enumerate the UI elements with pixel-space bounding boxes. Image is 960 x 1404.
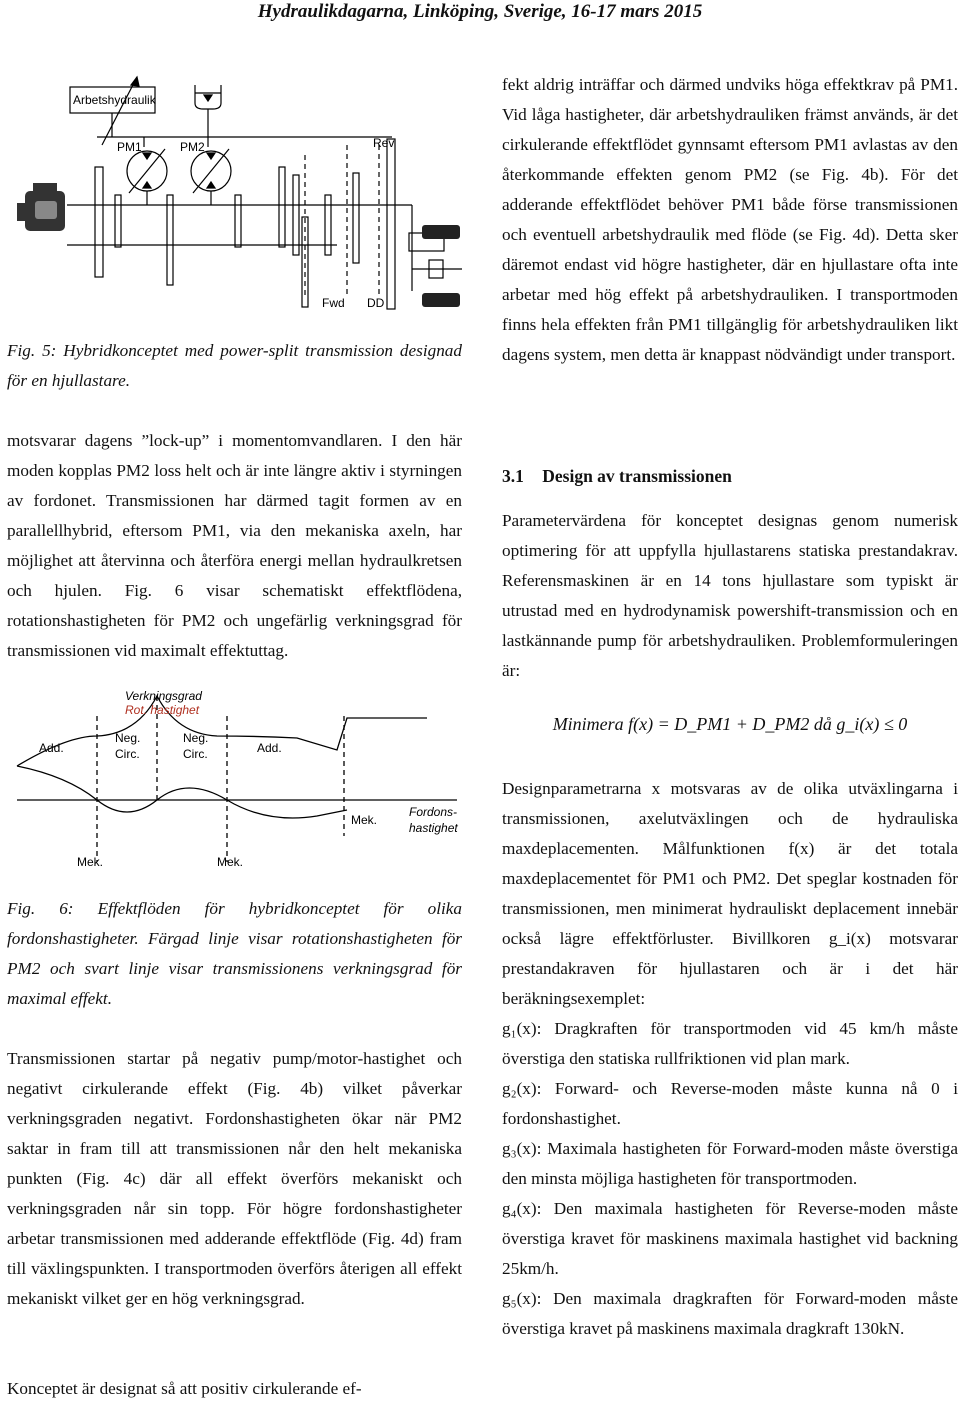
label-add-left: Add. xyxy=(39,741,64,755)
optimization-equation: Minimera f(x) = D_PM1 + D_PM2 då g_i(x) ≤ 0 xyxy=(552,714,908,734)
label-add-right: Add. xyxy=(257,741,282,755)
figure-6-caption: Fig. 6: Effektflöden för hybridkonceptet för olika fordonshastigheter. Färgad linje visar rotationshastigheten för PM2 och svart linje visar transmissionens verkningsgrad för maximal effekt. xyxy=(7,899,462,1008)
label-dd: DD xyxy=(367,296,385,310)
figure-5-caption: Fig. 5: Hybridkonceptet med power-split transmission designad för en hjullastare. xyxy=(7,341,462,390)
label-neg-circ-1b: Circ. xyxy=(115,747,140,761)
constraint-g3: g₃(x): Maximala hastigheten för Forward-moden måste överstiga den minsta möjliga hastigheten för transportmoden. xyxy=(502,1139,958,1188)
label-rot-hastighet: Rot. hastighet xyxy=(125,703,200,717)
left-paragraph-3: Konceptet är designat så att positiv cirkulerande ef- xyxy=(7,1379,362,1398)
label-arbetshydraulik: Arbetshydraulik xyxy=(73,93,156,107)
left-paragraph-2: Transmissionen startar på negativ pump/motor-hastighet och negativt cirkulerande effekt (Fig. 4b) vilket påverkar verkningsgraden negativt. Fordonshastigheten ökar när PM2 saktar in fram till att transmissionen når den helt mekaniska punkten (Fig. 4c) där all effekt överförs mekaniskt och verkningsgraden når sin topp. För högre fordonshastigheter arbetar transmissionen med adderande effektflöde (Fig. 4d) fram till växlingspunkten. I transportmoden överförs återigen all effekt mekaniskt vilket ger en hög verkningsgrad. xyxy=(7,1049,462,1308)
transmission-schematic xyxy=(7,55,462,317)
constraint-g2: g₂(x): Forward- och Reverse-moden måste kunna nå 0 i fordonshastighet. xyxy=(502,1079,958,1128)
label-fordons-b: hastighet xyxy=(409,821,458,835)
label-neg-circ-2b: Circ. xyxy=(183,747,208,761)
constraint-g1: g₁(x): Dragkraften för transportmoden vid 45 km/h måste överstiga den statiska rullfriktionen vid plan mark. xyxy=(502,1019,958,1068)
constraint-g5: g₅(x): Den maximala dragkraften för Forward-moden måste överstiga kravet på maskinens maximala dragkraft 130kN. xyxy=(502,1289,958,1338)
label-neg-circ-1a: Neg. xyxy=(115,731,141,745)
constraint-g4: g₄(x): Den maximala hastigheten för Reverse-moden måste överstiga kravet för maskinens maximala hastighet vid backning 25km/h. xyxy=(502,1199,958,1278)
label-verkningsgrad: Verkningsgrad xyxy=(125,689,202,703)
label-mek-1: Mek. xyxy=(77,855,104,869)
figure-5 xyxy=(7,55,462,322)
section-number: 3.1 xyxy=(502,466,524,486)
label-mek-2: Mek. xyxy=(217,855,244,869)
label-neg-circ-2a: Neg. xyxy=(183,731,209,745)
label-fwd: Fwd xyxy=(322,296,345,310)
label-pm1: PM1 xyxy=(117,140,142,154)
right-paragraph-3: Designparametrarna x motsvaras av de olika utväxlingarna i transmissionen, axelutväxlingen och de hydrauliska maxdeplacementen. Målfunktionen f(x) är det totala maxdeplacementet för PM1 och PM2. Det speglar kostnaden för transmissionen, men minimerat hydrauliskt deplacement innebär också lägre effektförluster. Bivillkoren g_i(x) motsvarar prestandakraven för hjullastaren och är i det här beräkningsexemplet: xyxy=(502,779,958,1008)
label-rev: Rev xyxy=(373,136,395,150)
figure-6 xyxy=(7,686,462,881)
section-title: Design av transmissionen xyxy=(542,466,732,486)
left-paragraph-1: motsvarar dagens ”lock-up” i momentomvandlaren. I den här moden kopplas PM2 loss helt och är inte längre aktiv i styrningen av fordonet. Transmissionen har därmed tagit formen av en parallellhybrid, eftersom PM1, via den mekaniska axeln, har möjlighet att återvinna och återföra energi mellan hydraulkretsen och hjulen. Fig. 6 visar schematiskt effektflödena, rotationshastigheten för PM2 och ungefärlig verkningsgrad för transmissionen vid maximalt effektuttag. xyxy=(7,431,462,660)
right-paragraph-1: fekt aldrig inträffar och därmed undviks höga effektkrav på PM1. Vid låga hastigheter, där arbetshydrauliken främst används, är det cirkulerande effektflödet gynnsamt eftersom PM1 avlastas av den återkommande effekten genom PM2 (se Fig. 4b). För det adderande effektflödet behöver PM1 både förse transmissionen och eventuell arbetshydraulik med flöde (se Fig. 4d). Detta sker däremot endast vid högre hastigheter, där en hjullastare ofta inte arbetar med hög effekt på arbetshydrauliken. I transportmoden finns hela effekten från PM1 tillgänglig för arbetshydrauliken likt dagens system, men detta är knappast nödvändigt under transport. xyxy=(502,75,958,364)
label-mek-3: Mek. xyxy=(351,813,378,827)
label-fordons-a: Fordons- xyxy=(409,805,458,819)
effektflode-diagram xyxy=(7,686,462,876)
label-pm2: PM2 xyxy=(180,140,205,154)
right-paragraph-2: Parametervärdena för konceptet designas genom numerisk optimering för att uppfylla hjullastarens statiska prestandakrav. Referensmaskinen är en 14 tons hjullastare som typiskt är utrustad med en hydrodynamisk powershift-transmission och en lastkännande pump för arbetshydrauliken. Problemformuleringen är: xyxy=(502,511,958,680)
section-heading xyxy=(502,466,958,487)
running-header: Hydraulikdagarna, Linköping, Sverige, 16-17 mars 2015 xyxy=(257,1,703,22)
